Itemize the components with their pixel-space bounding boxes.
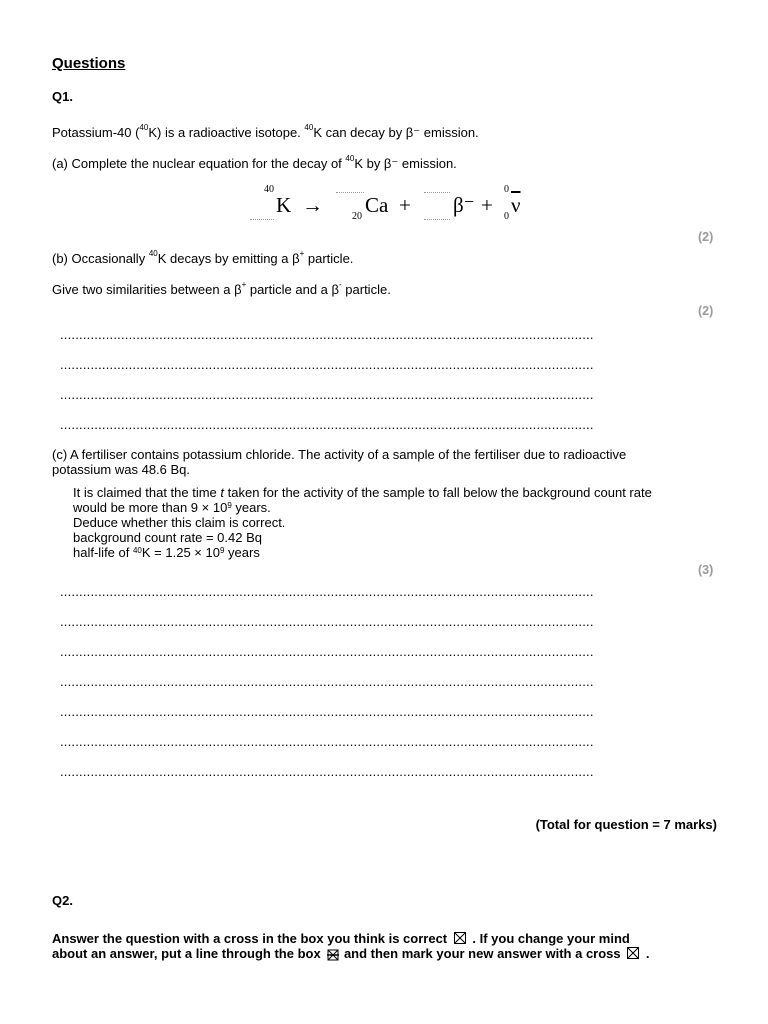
blank-beta-mass[interactable] <box>424 192 450 193</box>
answer-line[interactable]: ............................................................................................................................................ <box>60 674 594 689</box>
nu-atomic-number: 0 <box>504 211 509 222</box>
beta-symbol: β⁻ <box>453 193 475 217</box>
answer-line[interactable]: ............................................................................................................................................ <box>60 704 594 719</box>
answer-line[interactable]: ............................................................................................................................................ <box>60 387 594 402</box>
struck-crossed-box-icon <box>327 949 337 959</box>
part-c-text: (c) A fertiliser contains potassium chloride. The activity of a sample of the fertiliser due to radioactive potassium was 48.6 Bq. <box>52 447 627 477</box>
blank-beta-atomic[interactable] <box>424 219 450 220</box>
question-total: (Total for question = 7 marks) <box>535 817 717 832</box>
crossed-box-icon <box>454 932 466 944</box>
part-a-marks: (2) <box>698 230 714 244</box>
answer-line[interactable]: ............................................................................................................................................ <box>60 764 594 779</box>
answer-line[interactable]: ............................................................................................................................................ <box>60 417 594 432</box>
answer-line[interactable]: ............................................................................................................................................ <box>60 327 594 342</box>
plus-sign: + <box>399 193 411 217</box>
answer-line[interactable]: ............................................................................................................................................ <box>60 614 594 629</box>
part-b-prompt: Give two similarities between a β+ particle and a β- particle. <box>52 280 391 297</box>
answer-line[interactable]: ............................................................................................................................................ <box>60 644 594 659</box>
plus-sign: + <box>481 193 493 217</box>
q2-instruction-line1: Answer the question with a cross in the box you think is correct . If you change your mind <box>52 931 630 946</box>
q2-instruction-line2: about an answer, put a line through the box and then mark your new answer with a cross . <box>52 946 650 961</box>
section-title: Questions <box>52 55 126 72</box>
answer-line[interactable]: ............................................................................................................................................ <box>60 584 594 599</box>
blank-k-atomic[interactable] <box>250 219 274 220</box>
q1-intro: Potassium-40 ($^{40}$K) is a radioactive isotope. $^{40}$K can decay by β⁻ emission. <box>52 123 479 140</box>
k-mass-number: 40 <box>264 184 274 195</box>
answer-line[interactable]: ............................................................................................................................................ <box>60 357 594 372</box>
question-2-label: Q2. <box>52 893 73 908</box>
antineutrino-symbol: ν <box>511 193 521 217</box>
part-c-marks: (3) <box>698 563 714 577</box>
part-b-text: (b) Occasionally $^{40}$K decays by emitting a β+ particle. <box>52 249 354 266</box>
part-b-marks: (2) <box>698 304 714 318</box>
ca-atomic-number: 20 <box>352 211 362 222</box>
question-1-label: Q1. <box>52 89 73 104</box>
answer-line[interactable]: ............................................................................................................................................ <box>60 734 594 749</box>
part-a-text: (a) Complete the nuclear equation for the decay of $^{40}$K by β⁻ emission. <box>52 154 457 171</box>
ca-symbol: Ca <box>365 193 389 217</box>
nu-mass-number: 0 <box>504 184 509 195</box>
arrow: → <box>302 193 323 217</box>
part-c-claim: It is claimed that the time t taken for the activity of the sample to fall below the background count rate would be more than $9 \times 10^9$ years. Deduce whether this claim is correct. background count rate = 0.42 Bq half-life of $^{40}K = 1.25 \times 10^9$ years <box>73 485 652 560</box>
crossed-box-icon <box>627 947 639 959</box>
k-symbol: K <box>276 193 292 217</box>
blank-ca-mass[interactable] <box>336 192 364 193</box>
